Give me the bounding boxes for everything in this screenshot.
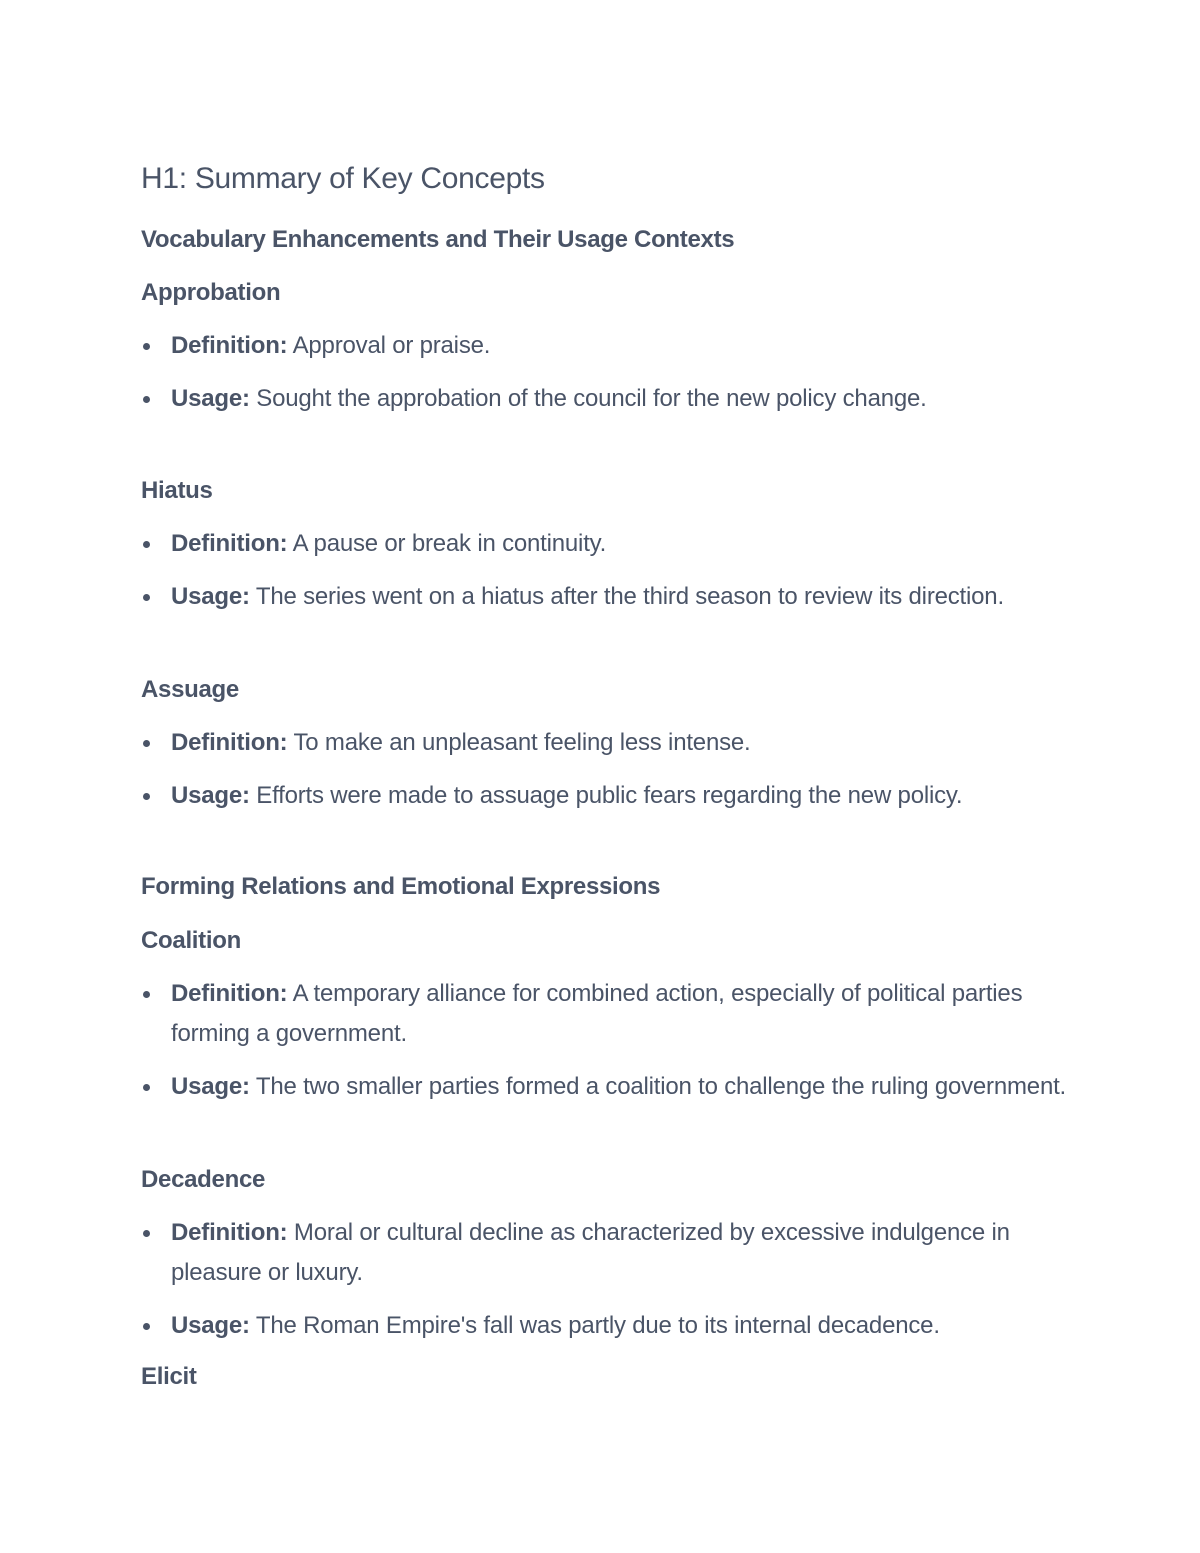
definition-label: Definition:: [171, 1219, 288, 1246]
definition-label: Definition:: [171, 530, 288, 557]
term-heading: Decadence: [141, 1166, 266, 1193]
bullet-icon: [143, 1084, 150, 1091]
definition-list-item: [141, 1213, 1091, 1293]
usage-text: The series went on a hiatus after the third season to review its direction.: [249, 583, 1004, 610]
definition-text: Moral or cultural decline as characterized by excessive indulgence in pleasure or luxury.: [171, 1219, 1010, 1286]
usage-text: The Roman Empire's fall was partly due to its internal decadence.: [249, 1312, 940, 1339]
section-heading: Forming Relations and Emotional Expressions: [141, 873, 661, 900]
bullet-icon: [143, 541, 150, 548]
bullet-icon: [143, 991, 150, 998]
term-heading: Assuage: [141, 676, 239, 703]
definition-list-item: [141, 723, 1091, 763]
page-title: H1: Summary of Key Concepts: [141, 162, 545, 195]
usage-label: Usage:: [171, 1312, 250, 1339]
definition-label: Definition:: [171, 729, 288, 756]
bullet-icon: [143, 1323, 150, 1330]
definition-list-item: [141, 326, 1091, 366]
usage-text: The two smaller parties formed a coalition to challenge the ruling government.: [249, 1073, 1067, 1100]
definition-text: To make an unpleasant feeling less intense.: [287, 729, 751, 756]
usage-list-item: [141, 379, 1091, 419]
bullet-icon: [143, 793, 150, 800]
usage-label: Usage:: [171, 1073, 250, 1100]
definition-text: A pause or break in continuity.: [287, 530, 607, 557]
bullet-icon: [143, 1230, 150, 1237]
usage-label: Usage:: [171, 583, 250, 610]
bullet-icon: [143, 396, 150, 403]
usage-list-item: [141, 1306, 1091, 1346]
usage-text: Efforts were made to assuage public fears regarding the new policy.: [249, 782, 963, 809]
term-heading: Approbation: [141, 279, 281, 306]
usage-label: Usage:: [171, 782, 250, 809]
usage-list-item: [141, 1067, 1091, 1107]
bullet-icon: [143, 343, 150, 350]
bullet-icon: [143, 594, 150, 601]
term-heading: Elicit: [141, 1363, 197, 1390]
term-heading: Hiatus: [141, 477, 213, 504]
usage-text: Sought the approbation of the council for the new policy change.: [249, 385, 927, 412]
section-heading: Vocabulary Enhancements and Their Usage Contexts: [141, 226, 735, 253]
definition-label: Definition:: [171, 332, 288, 359]
usage-list-item: [141, 776, 1091, 816]
definition-label: Definition:: [171, 980, 288, 1007]
definition-list-item: [141, 524, 1091, 564]
definition-text: Approval or praise.: [287, 332, 491, 359]
term-heading: Coalition: [141, 927, 241, 954]
bullet-icon: [143, 740, 150, 747]
definition-text: A temporary alliance for combined action, especially of political parties forming a government.: [171, 980, 1023, 1047]
usage-label: Usage:: [171, 385, 250, 412]
usage-list-item: [141, 577, 1091, 617]
definition-list-item: [141, 974, 1091, 1054]
